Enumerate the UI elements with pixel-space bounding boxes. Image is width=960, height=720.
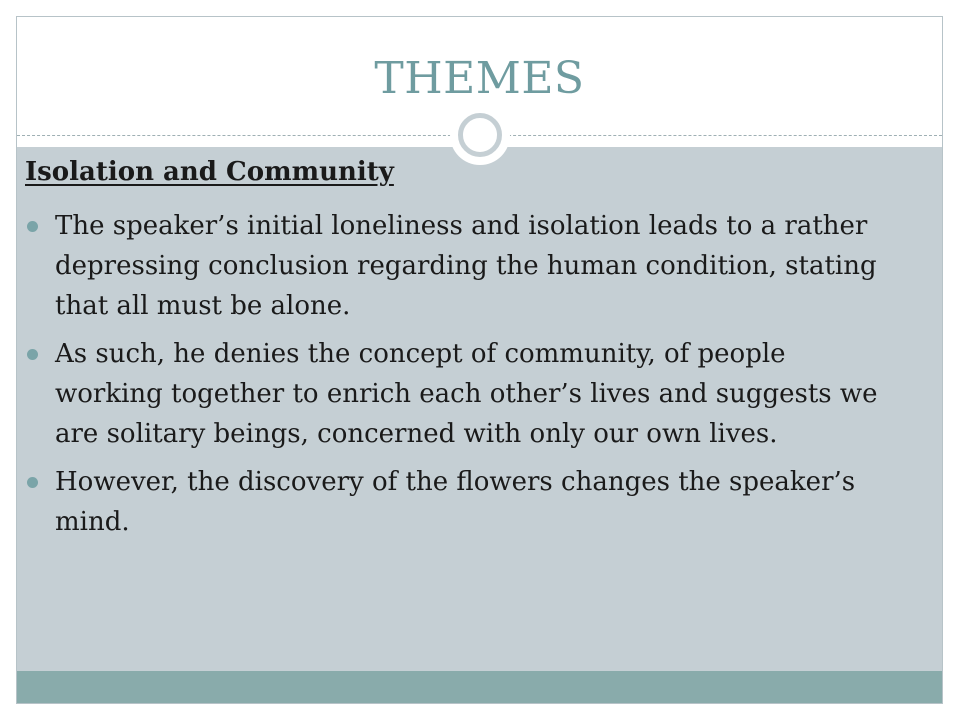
bullet-dot-icon (27, 349, 38, 360)
section-heading: Isolation and Community (25, 157, 394, 187)
bullet-text: However, the discovery of the flowers changes the speaker’s mind. (55, 467, 856, 537)
footer-bar (17, 671, 942, 704)
bullet-item (25, 206, 895, 326)
bullet-text: As such, he denies the concept of community, of people working together to enrich each other’s lives and suggests we are solitary beings, concerned with only our own lives. (55, 339, 878, 449)
bullet-item (25, 334, 895, 454)
bullet-item (25, 462, 895, 542)
bullet-text: The speaker’s initial loneliness and isolation leads to a rather depressing conclusion regarding the human condition, stating that all must be alone. (55, 211, 877, 321)
ornament-ring (458, 113, 502, 157)
bullet-list (25, 206, 895, 550)
circle-ornament-icon (450, 105, 510, 165)
slide-title: THEMES (374, 53, 585, 104)
bullet-dot-icon (27, 221, 38, 232)
bullet-dot-icon (27, 477, 38, 488)
